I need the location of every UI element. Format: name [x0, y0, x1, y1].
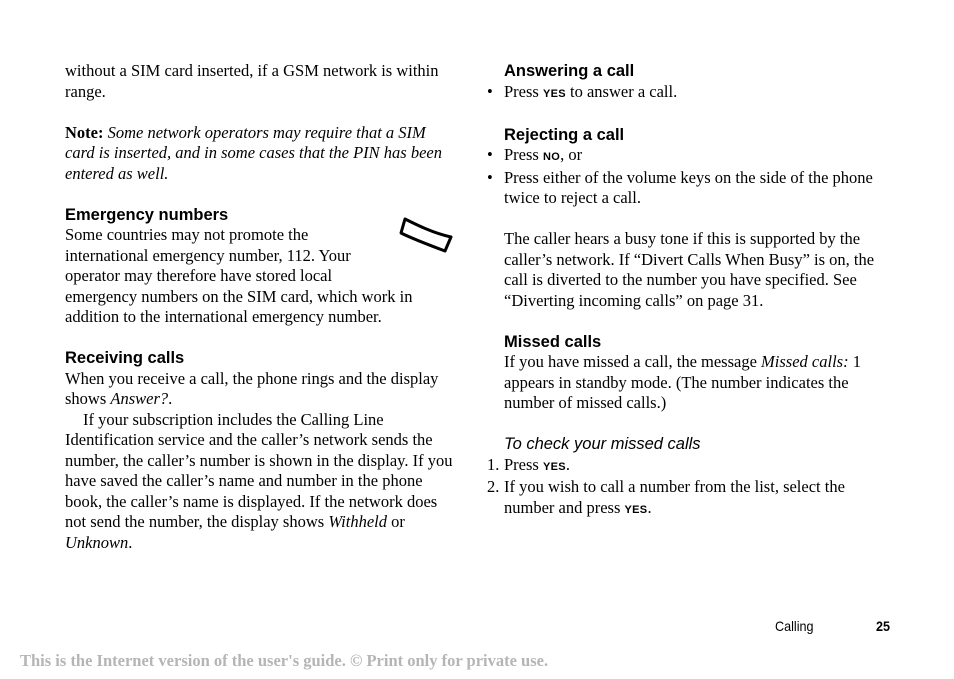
list-item [487, 455, 897, 478]
press-text: Press [504, 145, 543, 164]
or-text: , or [560, 145, 583, 164]
step-number: 1. [487, 454, 500, 474]
volume-keys-text: Press either of the volume keys on the side of the phone twice to reject a call. [504, 167, 873, 207]
bullet: • [487, 81, 493, 101]
busy-tone-paragraph: The caller hears a busy tone if this is supported by the caller’s network. If “Divert Calls When Busy” is on, the call is diverted to the number you have specified. See “Diverting incoming calls” on page 31. [504, 229, 875, 310]
list-item [487, 477, 897, 520]
yes-key-label: YES [542, 460, 566, 473]
receiving-p2-text: If your subscription includes the Calling Line Identification service and the caller’s network sends the number, the caller’s number is shown in the display. If you have saved the caller’s name and number in the phone book, the caller’s name is displayed. If the network does not send the number, the display shows [65, 409, 453, 531]
phone-note-icon [399, 213, 455, 255]
rejecting-list [487, 145, 897, 209]
receiving-p1-text: When you receive a call, the phone rings and the display shows [65, 368, 439, 408]
missed-text: If you have missed a call, the message [504, 352, 762, 371]
rejecting-heading: Rejecting a call [504, 125, 625, 144]
intro-paragraph: without a SIM card inserted, if a GSM network is within range. [65, 61, 439, 101]
missed-text-end: 1 appears in standby mode. (The number indicates the number of missed calls.) [504, 352, 861, 412]
or-text: or [386, 512, 405, 531]
yes-key-label: YES [542, 87, 566, 100]
left-column [65, 61, 455, 553]
receiving-paragraph-1 [65, 369, 455, 410]
step-number: 2. [487, 477, 500, 496]
no-key-label: NO [542, 151, 561, 163]
list-item [487, 82, 897, 105]
missed-paragraph [504, 352, 897, 414]
bullet: • [487, 167, 493, 187]
press-text: Press [504, 454, 543, 474]
receiving-paragraph-2 [65, 410, 455, 554]
page-number: 25 [876, 618, 891, 634]
yes-key-label: YES [624, 503, 648, 516]
list-item [487, 168, 897, 209]
missed-calls-message: Missed calls: [761, 352, 849, 371]
answering-heading: Answering a call [504, 62, 635, 80]
watermark-text: This is the Internet version of the user's guide. © Print only for private use. [20, 651, 549, 670]
bullet: • [487, 145, 493, 164]
press-text: Press [504, 81, 543, 101]
withheld-text: Withheld [328, 512, 387, 531]
list-item [487, 145, 897, 168]
note-label: Note: [65, 122, 104, 142]
check-missed-steps [487, 455, 897, 521]
check-missed-subheading: To check your missed calls [504, 435, 701, 453]
emergency-paragraph-1: Some countries may not promote the international emergency number, 112. Your operator may therefore have stored local [65, 225, 351, 285]
step-end: . [565, 454, 571, 474]
missed-heading: Missed calls [504, 332, 602, 351]
emergency-paragraph-2: emergency numbers on the SIM card, which work in addition to the international emergency number. [65, 286, 413, 326]
receiving-p2-end: . [128, 532, 133, 552]
right-column [487, 61, 897, 520]
step-text: If you wish to call a number from the list, select the number and press [504, 477, 845, 517]
answer-text: to answer a call. [565, 81, 678, 101]
answer-prompt-text: Answer? [110, 389, 169, 408]
answering-list [487, 82, 897, 105]
receiving-heading: Receiving calls [65, 349, 185, 367]
emergency-heading: Emergency numbers [65, 205, 229, 224]
note-paragraph [65, 123, 455, 185]
footer-section-title: Calling [775, 618, 814, 634]
receiving-p1-end: . [168, 389, 173, 408]
unknown-text: Unknown [65, 532, 129, 552]
step-end: . [647, 497, 652, 517]
note-text: Some network operators may require that a SIM card is inserted, and in some cases that the PIN has been entered as well. [65, 122, 443, 183]
